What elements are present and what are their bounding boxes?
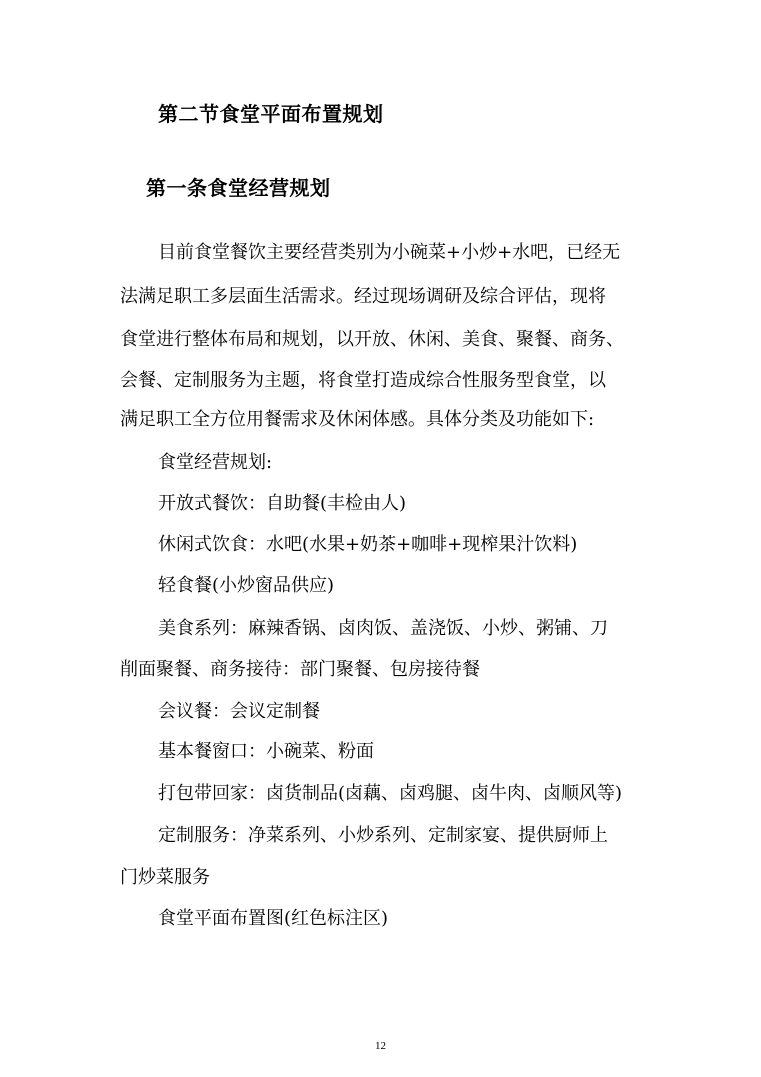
plan-item-basic-window: 基本餐窗口：小碗菜、粉面 bbox=[158, 741, 374, 762]
paragraph-line-5: 满足职工全方位用餐需求及休闲体感。具体分类及功能如下: bbox=[120, 409, 595, 430]
section-title: 第二节食堂平面布置规划 bbox=[158, 102, 384, 126]
plan-item-meeting-meal: 会议餐：会议定制餐 bbox=[158, 701, 320, 722]
plan-item-custom-service: 定制服务：净菜系列、小炒系列、定制家宴、提供厨师上 bbox=[158, 825, 608, 846]
plan-item-gourmet-series-cont: 削面聚餐、商务接待：部门聚餐、包房接待餐 bbox=[120, 659, 480, 680]
plan-item-takeaway: 打包带回家：卤货制品(卤藕、卤鸡腿、卤牛肉、卤顺风等) bbox=[158, 783, 623, 804]
plan-heading: 食堂经营规划: bbox=[158, 452, 273, 473]
plan-item-open-dining: 开放式餐饮：自助餐(丰检由人) bbox=[158, 493, 407, 514]
plan-item-floor-plan: 食堂平面布置图(红色标注区) bbox=[158, 908, 389, 929]
plan-item-gourmet-series: 美食系列：麻辣香锅、卤肉饭、盖浇饭、小炒、粥铺、刀 bbox=[158, 618, 608, 639]
paragraph-line-1: 目前食堂餐饮主要经营类别为小碗菜+小炒+水吧，已经无 bbox=[158, 242, 621, 263]
article-title: 第一条食堂经营规划 bbox=[146, 176, 331, 200]
plan-item-light-meal: 轻食餐(小炒窗品供应) bbox=[158, 575, 335, 596]
plan-item-custom-service-cont: 门炒菜服务 bbox=[120, 867, 210, 888]
plan-item-leisure-drinks: 休闲式饮食：水吧(水果+奶茶+咖啡+现榨果汁饮料) bbox=[158, 534, 578, 555]
page-number: 12 bbox=[375, 1040, 386, 1052]
paragraph-line-2: 法满足职工多层面生活需求。经过现场调研及综合评估，现将 bbox=[120, 286, 606, 307]
paragraph-line-4: 会餐、定制服务为主题，将食堂打造成综合性服务型食堂，以 bbox=[120, 370, 606, 391]
paragraph-line-3: 食堂进行整体布局和规划，以开放、休闲、美食、聚餐、商务、 bbox=[120, 329, 624, 350]
